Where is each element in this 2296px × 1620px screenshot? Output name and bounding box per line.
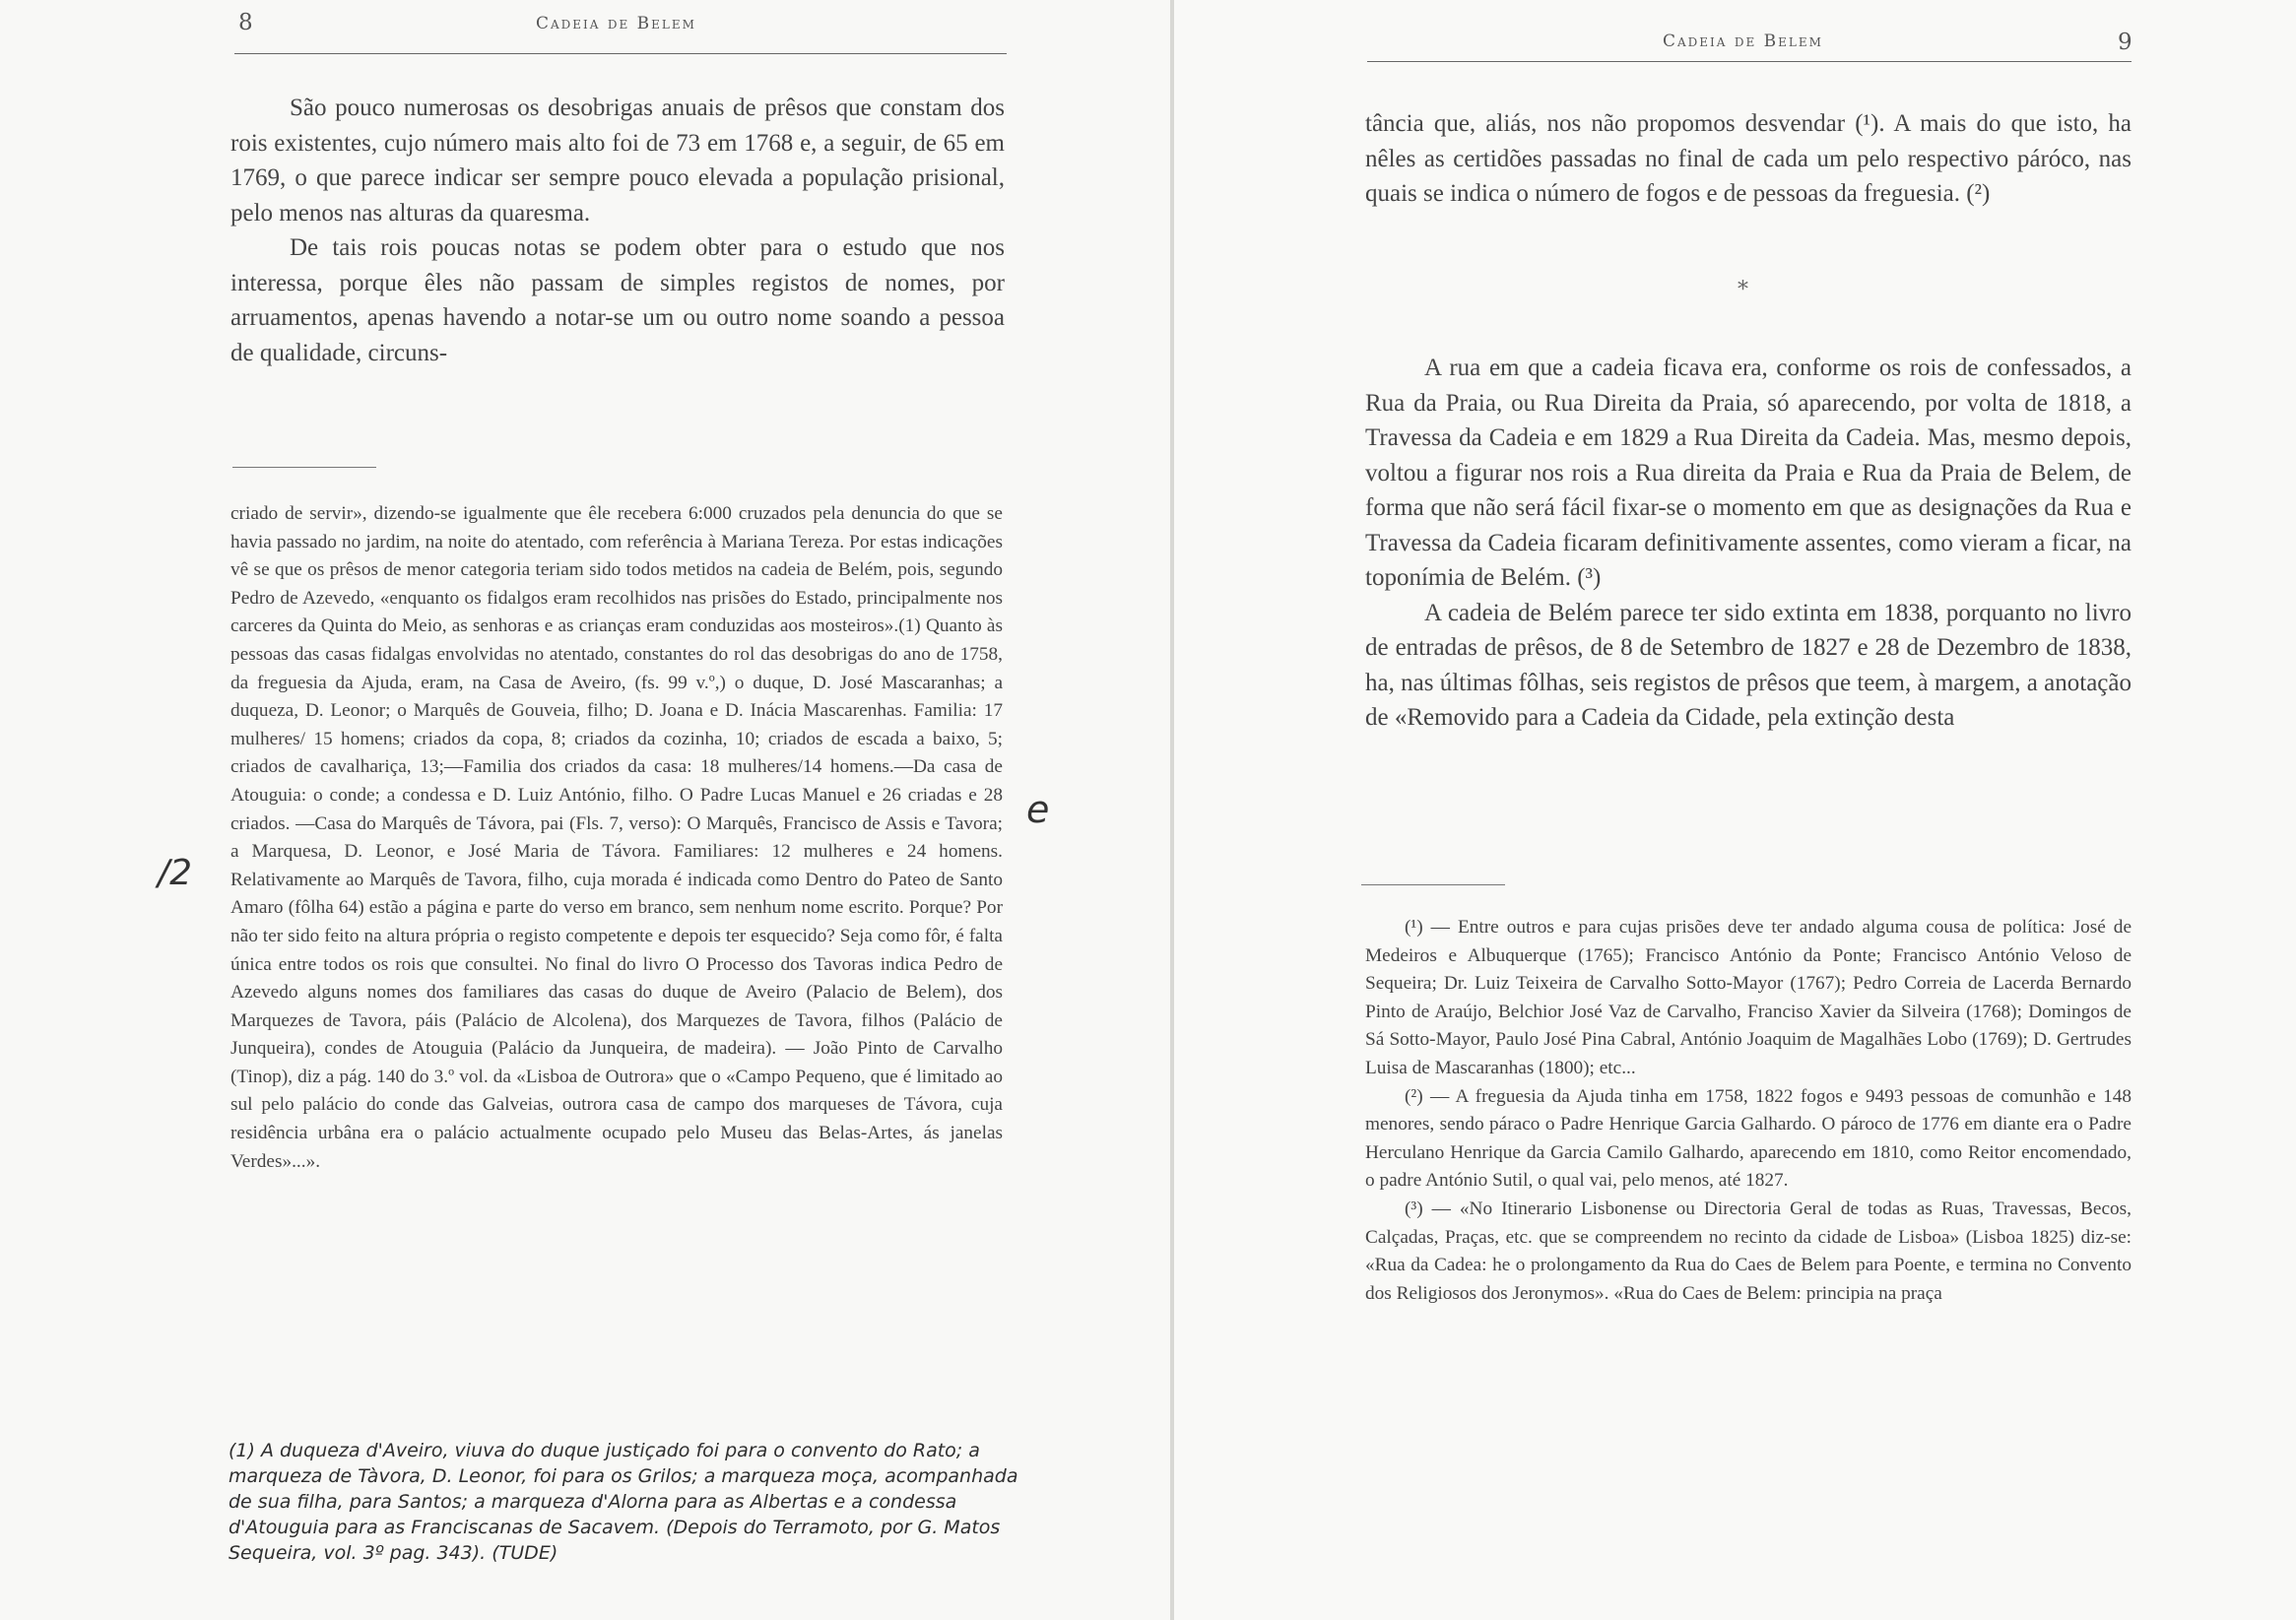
right-footnotes (1365, 914, 2132, 1308)
footnote-1: (¹) — Entre outros e para cujas prisões deve ter andado alguma cousa de política: José de Medeiros e Albuquerque (1765); Francisco António da Ponte; Francisco António Veloso de Sequeira; Dr. Luiz Teixeira de Carvalho Sotto-Mayor (1767); Pedro Correia de Lacerda Bernardo Pinto de Araújo, Belchior José Vaz de Carvalho, Franciso Xavier da Silveira (1768); Domingos de Sá Sotto-Mayor, Paulo José Pina Cabral, António Joaquim de Magalhães Lobo (1769); D. Gertrudes Luisa de Mascaranhas (1800); etc... (1365, 917, 2132, 1078)
running-head-right: Cadeia de Belem (1663, 32, 1823, 51)
right-paragraph-1: A rua em que a cadeia ficava era, conforme os rois de confessados, a Rua da Praia, ou Rua Direita da Praia, só aparecendo, por volta de 1818, a Travessa da Cadeia e em 1829 a Rua Direita da Cadeia. Mas, mesmo depois, voltou a figurar nos rois a Rua direita da Praia e Rua da Praia de Belem, de forma que não será fácil fixar-se o momento em que as designações da Rua e Travessa da Cadeia ficaram definitivamente assentes, como vieram a ficar, na toponímia de Belém. (³) (1365, 355, 2132, 591)
footnote-2: (²) — A freguesia da Ajuda tinha em 1758, 1822 fogos e 9493 pessoas de comunhão e 148 menores, sendo páraco o Padre Henrique Garcia Galhardo. O pároco de 1776 em diante era o Padre Herculano Henrique da Garcia Camilo Galhardo, aparecendo em 1810, como Reitor encomendado, o padre António Sutil, o qual vai, pelo menos, até 1827. (1365, 1085, 2132, 1192)
header-rule-left (234, 53, 1007, 54)
footnote-3: (³) — «No Itinerario Lisbonense ou Directoria Geral de todas as Ruas, Travessas, Becos, Calçadas, Praças, etc. que se compreendem no recinto da cidade de Lisboa» (Lisboa 1825) diz-se: «Rua da Cadea: he o prolongamento da Rua do Caes de Belem para Poente, e termina no Convento dos Religiosos dos Jeronymos». «Rua do Caes de Belem: principia na praça (1365, 1198, 2132, 1304)
running-head-left: Cadeia de Belem (536, 14, 696, 33)
left-paragraph-1: São pouco numerosas os desobrigas anuais de prêsos que constam dos rois existentes, cujo número mais alto foi de 73 em 1768 e, a seguir, de 65 em 1769, o que parece indicar ser sempre pouco elevada a população prisional, pelo menos nas alturas da quaresma. (230, 95, 1005, 227)
header-rule-right (1367, 61, 2132, 62)
right-body-top (1365, 106, 2132, 212)
footnote-continued-text: criado de servir», dizendo-se igualmente que êle recebera 6:000 cruzados pela denuncia do que se havia passado no jardim, na noite do atentado, com referência à Mariana Tereza. Por estas indicações vê se que os prêsos de menor categoria teriam sido todos metidos na cadeia de Belém, pois, segundo Pedro de Azevedo, «enquanto os fidalgos eram recolhidos nas prisões do Estado, principalmente nos carceres da Quinta do Meio, as senhoras e as crianças eram conduzidas aos mosteiros».(1) Quanto às pessoas das casas fidalgas envolvidas no atentado, constantes do rol das desobrigas do ano de 1758, da freguesia da Ajuda, eram, na Casa de Aveiro, (fs. 99 v.º,) o duque, D. José Mascaranhas; a duqueza, D. Leonor; o Marquês de Gouveia, filho; D. Joana e D. Inácia Mascarenhas. Familia: 17 mulheres/ 15 homens; criados da copa, 8; criados da cozinha, 10; criados de escada a baixo, 5; criados de cavalhariça, 13;—Familia dos criados da casa: 18 mulheres/14 homens.—Da casa de Atouguia: o conde; a condessa e D. Luiz António, filho. O Padre Lucas Manuel e 26 criadas e 28 criados. —Casa do Marquês de Távora, pai (Fls. 7, verso): O Marquês, Francisco de Assis e Tavora; a Marquesa, D. Leonor, e José Maria de Távora. Familiares: 12 mulheres e 24 homens. Relativamente ao Marquês de Tavora, filho, cuja morada é indicada como Dentro do Pateo de Santo Amaro (fôlha 64) estão a página e parte do verso em branco, sem nenhum nome escrito. Porque? Por não ter sido feito na altura própria o registo competente e depois ter esquecido? Seja como fôr, é falta única entre todos os rois que consultei. No final do livro O Processo dos Tavoras indica Pedro de Azevedo alguns nomes dos familiares das casas do duque de Aveiro (Palacio de Belem), dos Marquezes de Tavora, páis (Palácio de Alcolena), dos Marquezes de Tavora, filhos (Palácio de Junqueira), condes de Atouguia (Palácio da Junqueira, de madeira). — João Pinto de Carvalho (Tinop), diz a pág. 140 do 3.º vol. da «Lisboa de Outrora» que o «Campo Pequeno, que é limitado ao sul pelo palácio do conde das Galveias, outrora casa de campo dos marqueses de Távora, cuja residência urbâna era o palácio actualmente ocupado pelo Museu das Belas-Artes, ás janelas Verdes»...». (230, 503, 1003, 1172)
left-body-text (230, 91, 1005, 370)
page-number-right: 9 (2118, 30, 2132, 55)
right-page (1174, 0, 2296, 1620)
section-separator: * (1738, 278, 1748, 302)
left-paragraph-2: De tais rois poucas notas se podem obter para o estudo que nos interessa, porque êles não passam de simples registos de nomes, por arruamentos, apenas havendo a notar-se um ou outro nome soando a pessoa de qualidade, circuns- (230, 234, 1005, 366)
page-number-left: 8 (238, 10, 253, 35)
left-footnote-continued (230, 500, 1003, 1176)
right-paragraph-continued: tância que, aliás, nos não propomos desvendar (¹). A mais do que isto, ha nêles as certidões passadas no final de cada um pelo respectivo páróco, nas quais se indica o número de fogos e de pessoas da freguesia. (²) (1365, 110, 2132, 207)
footnote-rule-right (1361, 884, 1505, 885)
right-body-text (1365, 351, 2132, 736)
right-paragraph-2: A cadeia de Belém parece ter sido extinta em 1838, porquanto no livro de entradas de prêsos, de 8 de Setembro de 1827 e 28 de Dezembro de 1838, ha, nas últimas fôlhas, seis registos de prêsos que teem, à margem, a anotação de «Removido para a Cadeia da Cidade, pela extinção desta (1365, 599, 2132, 731)
margin-mark-e: e (1026, 788, 1050, 831)
margin-mark-12: /2 (158, 853, 193, 893)
handwritten-note: (1) A duqueza d'Aveiro, viuva do duque justiçado foi para o convento do Rato; a marqueza de Tàvora, D. Leonor, foi para os Grilos; a marqueza moça, acompanhada de sua filha, para Santos; a marqueza d'Alorna para as Albertas e a condessa d'Atouguia para as Franciscanas de Sacavem. (Depois do Terramoto, por G. Matos Sequeira, vol. 3º pag. 343). (TUDE) (229, 1440, 1018, 1564)
footnote-rule-left (232, 467, 376, 468)
